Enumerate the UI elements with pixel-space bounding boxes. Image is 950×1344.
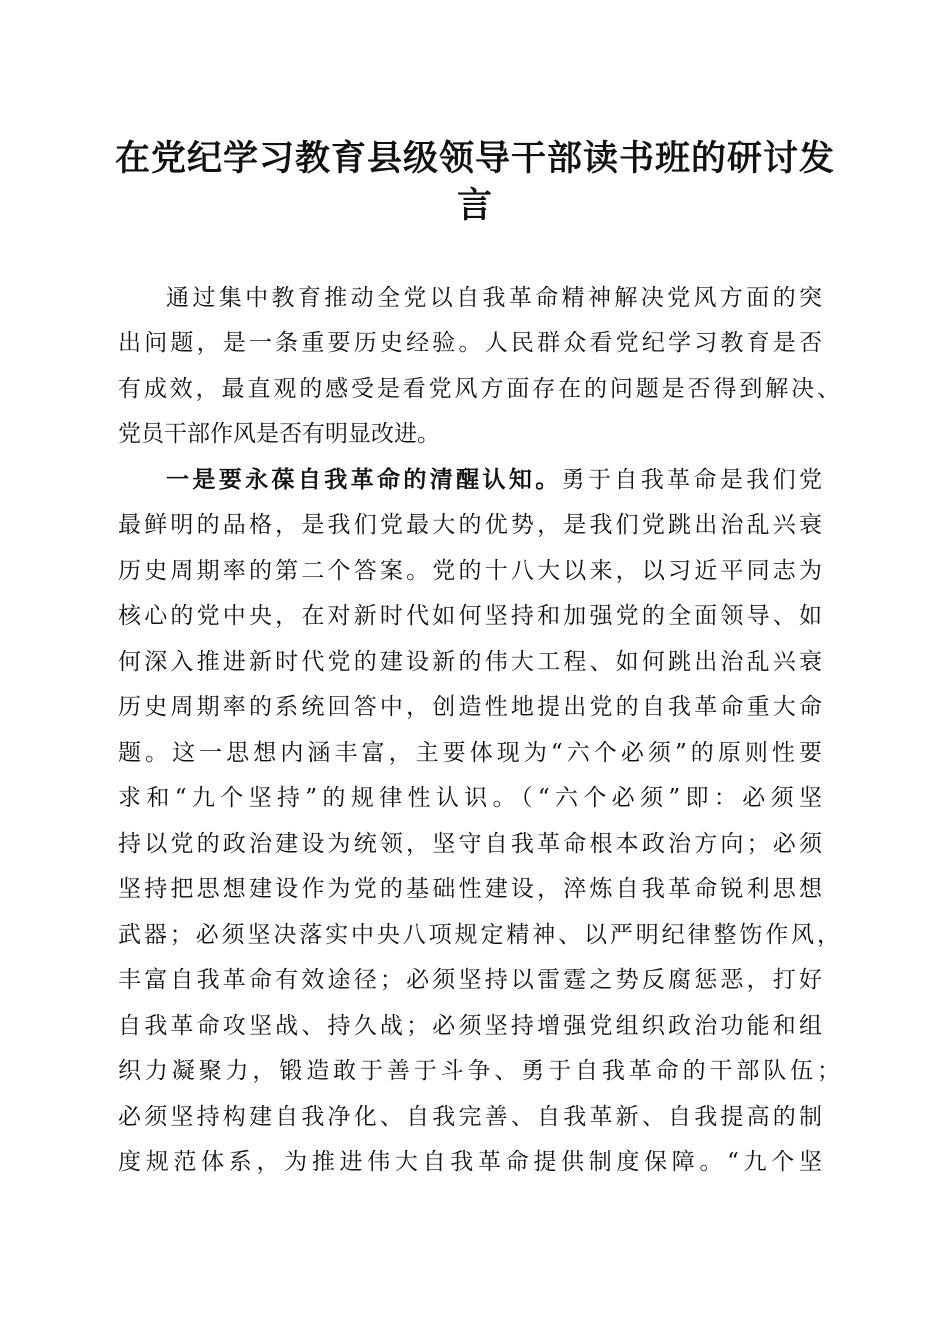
text-line: 持以党的政治建设为统领，坚守自我革命根本政治方向；必须 [118,830,822,857]
text-line: 何深入推进新时代党的建设新的伟大工程、如何跳出治乱兴衰 [118,648,822,675]
paragraph-lead-text: 勇于自我革命是我们党 [561,467,822,493]
text-line: 丰富自我革命有效途径；必须坚持以雷霆之势反腐惩恶，打好 [118,967,822,993]
text-line: 党员干部作风是否有明显改进。 [118,421,440,447]
text-line: 通过集中教育推动全党以自我革命精神解决党风方面的突 [166,285,822,311]
document-title-line-1: 在党纪学习教育县级领导干部读书班的研讨发 [114,138,835,179]
text-line: 历史周期率的第二个答案。党的十八大以来，以习近平同志为 [118,557,822,584]
text-line: 度规范体系，为推进伟大自我革命提供制度保障。“九个坚 [118,1149,822,1175]
text-line: 求和“九个坚持”的规律性认识。（“六个必须”即：必须坚 [118,785,822,811]
text-line: 坚持把思想建设作为党的基础性建设，淬炼自我革命锐利思想 [118,876,822,902]
text-line: 织力凝聚力，锻造敢于善于斗争、勇于自我革命的干部队伍； [118,1058,840,1084]
text-line: 武器；必须坚决落实中央八项规定精神、以严明纪律整饬作风， [118,921,840,948]
text-line: 自我革命攻坚战、持久战；必须坚持增强党组织政治功能和组 [118,1012,822,1039]
text-line: 有成效，最直观的感受是看党风方面存在的问题是否得到解决、 [118,376,840,402]
text-line: 历史周期率的系统回答中，创造性地提出党的自我革命重大命 [118,694,822,720]
paragraph-lead-heading: 一是要永葆自我革命的清醒认知。 [166,466,562,493]
text-line: 题。这一思想内涵丰富，主要体现为“六个必须”的原则性要 [118,739,822,766]
text-line: 最鲜明的品格，是我们党最大的优势，是我们党跳出治乱兴衰 [118,512,822,538]
text-line: 核心的党中央，在对新时代如何坚持和加强党的全面领导、如 [118,603,822,629]
document-title-line-2: 言 [456,185,493,226]
text-line: 出问题，是一条重要历史经验。人民群众看党纪学习教育是否 [118,330,822,356]
text-line [118,465,822,495]
text-line: 必须坚持构建自我净化、自我完善、自我革新、自我提高的制 [118,1103,822,1130]
